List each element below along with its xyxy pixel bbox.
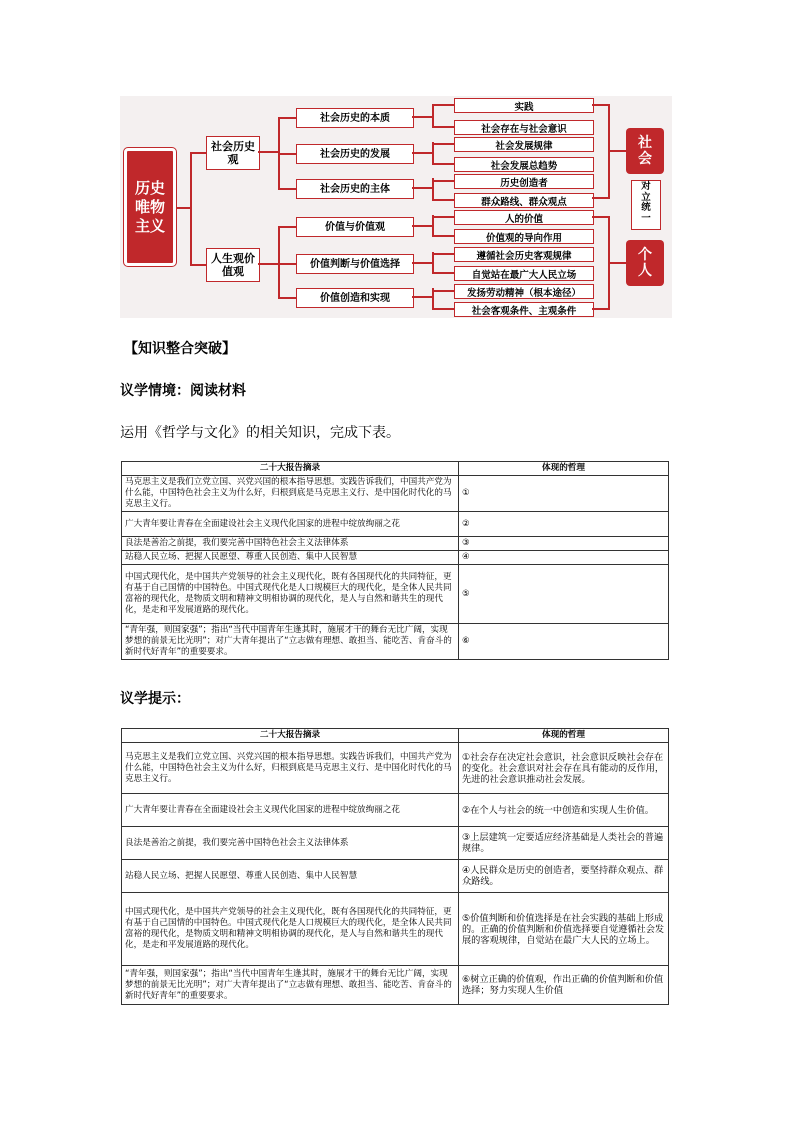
connector [432, 290, 454, 292]
connector [412, 116, 432, 118]
table-row [122, 743, 669, 794]
table-row [122, 794, 669, 827]
table-row [122, 966, 669, 1005]
connector [432, 180, 454, 182]
answer-table [121, 728, 669, 1005]
table-row [122, 827, 669, 860]
leaf-node: 价值观的导向作用 [454, 229, 594, 244]
answer-cell: ⑥树立正确的价值观，作出正确的价值判断和价值选择；努力实现人生价值 [459, 966, 669, 1005]
connector [432, 272, 454, 274]
group-node-social-history: 社会历史观 [206, 136, 260, 170]
leaf-node: 社会客观条件、主观条件 [454, 302, 594, 317]
excerpt-cell: 站稳人民立场、把握人民愿望、尊重人民创造、集中人民智慧 [122, 551, 459, 565]
excerpt-cell: 良法是善治之前提，我们要完善中国特色社会主义法律体系 [122, 537, 459, 551]
leaf-node: 发扬劳动精神（根本途径） [454, 284, 594, 299]
leaf-node: 社会发展规律 [454, 137, 594, 152]
answer-cell[interactable]: ④ [459, 551, 669, 565]
connector [412, 225, 432, 227]
connector [278, 153, 296, 155]
table-header: 二十大报告摘录 [122, 462, 459, 476]
mid-node-4: 价值与价值观 [296, 217, 414, 237]
connector [176, 207, 190, 209]
exercise-table [121, 461, 669, 660]
table-header: 体现的哲理 [459, 729, 669, 743]
answer-cell: ⑤价值判断和价值选择是在社会实践的基础上形成的。正确的价值判断和价值选择要自觉遵循社会发展的客观规律，自觉站在最广大人民的立场上。 [459, 893, 669, 966]
mid-node-1: 社会历史的本质 [296, 108, 414, 128]
connector [432, 253, 454, 255]
table-header: 二十大报告摘录 [122, 729, 459, 743]
leaf-node: 历史创造者 [454, 174, 594, 189]
mid-node-2: 社会历史的发展 [296, 144, 414, 164]
connector [608, 262, 626, 264]
excerpt-cell: “青年强，则国家强”；指出“当代中国青年生逢其时，施展才干的舞台无比广阔，实现梦想的前景无比光明”；对广大青年提出了“立志做有理想、敢担当、能吃苦、肯奋斗的新时代好青年”的重要要求。 [122, 624, 459, 660]
leaf-node: 人的价值 [454, 210, 594, 225]
connector [432, 308, 454, 310]
excerpt-cell: 广大青年要让青春在全面建设社会主义现代化国家的进程中绽放绚丽之花 [122, 512, 459, 537]
table-row [122, 624, 669, 660]
mid-node-6: 价值创造和实现 [296, 288, 414, 308]
table-header: 体现的哲理 [459, 462, 669, 476]
connector [608, 150, 626, 152]
connector [432, 235, 454, 237]
answer-cell[interactable]: ① [459, 476, 669, 512]
leaf-node: 实践 [454, 98, 594, 113]
connector [432, 252, 434, 274]
answer-cell[interactable]: ③ [459, 537, 669, 551]
connector [278, 226, 280, 298]
table-row [122, 512, 669, 537]
table-row [122, 565, 669, 624]
excerpt-cell: “青年强，则国家强”；指出“当代中国青年生逢其时，施展才干的舞台无比广阔，实现梦想的前景无比光明”；对广大青年提出了“立志做有理想、敢担当、能吃苦、肯奋斗的新时代好青年”的重要要求。 [122, 966, 459, 1005]
connector [432, 104, 454, 106]
table-row [122, 476, 669, 512]
leaf-node: 遵循社会历史客观规律 [454, 247, 594, 262]
connector [258, 263, 278, 265]
answer-cell: ①社会存在决定社会意识，社会意识反映社会存在的变化。社会意识对社会存在具有能动的反作用，先进的社会意识推动社会发展。 [459, 743, 669, 794]
answer-cell[interactable]: ⑤ [459, 565, 669, 624]
knowledge-diagram [120, 96, 672, 318]
connector [258, 151, 278, 153]
excerpt-cell: 中国式现代化，是中国共产党领导的社会主义现代化，既有各国现代化的共同特征，更有基于自己国情的中国特色。中国式现代化是人口规模巨大的现代化，是全体人民共同富裕的现代化，是物质文明和精神文明相协调的现代化，是人与自然和谐共生的现代化，是走和平发展道路的现代化。 [122, 565, 459, 624]
answer-cell: ④人民群众是历史的创造者，要坚持群众观点、群众路线。 [459, 860, 669, 893]
mid-node-3: 社会历史的主体 [296, 179, 414, 199]
connector [432, 163, 454, 165]
table-row [122, 893, 669, 966]
connector [278, 188, 296, 190]
society-node: 社会 [626, 128, 664, 174]
connector [412, 152, 432, 154]
excerpt-cell: 站稳人民立场、把握人民愿望、尊重人民创造、集中人民智慧 [122, 860, 459, 893]
connector [432, 215, 434, 237]
connector [190, 264, 206, 266]
leaf-node: 自觉站在最广大人民立场 [454, 266, 594, 281]
answer-cell: ③上层建筑一定要适应经济基础是人类社会的普遍规律。 [459, 827, 669, 860]
connector [592, 197, 610, 199]
connector [412, 296, 432, 298]
leaf-node: 群众路线、群众观点 [454, 193, 594, 208]
connector [412, 262, 432, 264]
connector [432, 143, 454, 145]
situation-heading: 议学情境：阅读材料 [120, 383, 246, 399]
connector [278, 297, 296, 299]
table-row [122, 537, 669, 551]
answer-cell[interactable]: ⑥ [459, 624, 669, 660]
excerpt-cell: 中国式现代化，是中国共产党领导的社会主义现代化，既有各国现代化的共同特征，更有基于自己国情的中国特色。中国式现代化是人口规模巨大的现代化，是全体人民共同富裕的现代化，是物质文明和精神文明相协调的现代化，是人与自然和谐共生的现代化，是走和平发展道路的现代化。 [122, 893, 459, 966]
instruction-text: 运用《哲学与文化》的相关知识，完成下表。 [120, 425, 400, 441]
root-node: 历史唯物主义 [124, 148, 176, 266]
group-node-life-value: 人生观价值观 [206, 248, 260, 282]
hint-heading: 议学提示： [120, 691, 190, 707]
excerpt-cell: 良法是善治之前提，我们要完善中国特色社会主义法律体系 [122, 827, 459, 860]
connector [278, 226, 296, 228]
connector [278, 263, 296, 265]
mid-node-5: 价值判断与价值选择 [296, 254, 414, 274]
excerpt-cell: 广大青年要让青春在全面建设社会主义现代化国家的进程中绽放绚丽之花 [122, 794, 459, 827]
leaf-node: 社会发展总趋势 [454, 157, 594, 172]
table-row [122, 551, 669, 565]
connector [412, 187, 432, 189]
connector [432, 199, 454, 201]
section-heading: 【知识整合突破】 [124, 341, 236, 357]
table-row [122, 860, 669, 893]
answer-cell[interactable]: ② [459, 512, 669, 537]
connector [432, 105, 434, 128]
connector [190, 152, 192, 266]
individual-node: 个人 [626, 240, 664, 286]
answer-cell: ②在个人与社会的统一中创造和实现人生价值。 [459, 794, 669, 827]
excerpt-cell: 马克思主义是我们立党立国、兴党兴国的根本指导思想。实践告诉我们，中国共产党为什么能，中国特色社会主义为什么好，归根到底是马克思主义行、是中国化时代化的马克思主义行。 [122, 743, 459, 794]
connector [592, 308, 610, 310]
connector [432, 142, 434, 164]
excerpt-cell: 马克思主义是我们立党立国、兴党兴国的根本指导思想。实践告诉我们，中国共产党为什么能，中国特色社会主义为什么好，归根到底是马克思主义行、是中国化时代化的马克思主义行。 [122, 476, 459, 512]
connector [432, 216, 454, 218]
connector [278, 117, 296, 119]
unity-label: 对立统一 [641, 181, 651, 224]
connector [190, 152, 206, 154]
connector [432, 126, 454, 128]
leaf-node: 社会存在与社会意识 [454, 120, 594, 135]
